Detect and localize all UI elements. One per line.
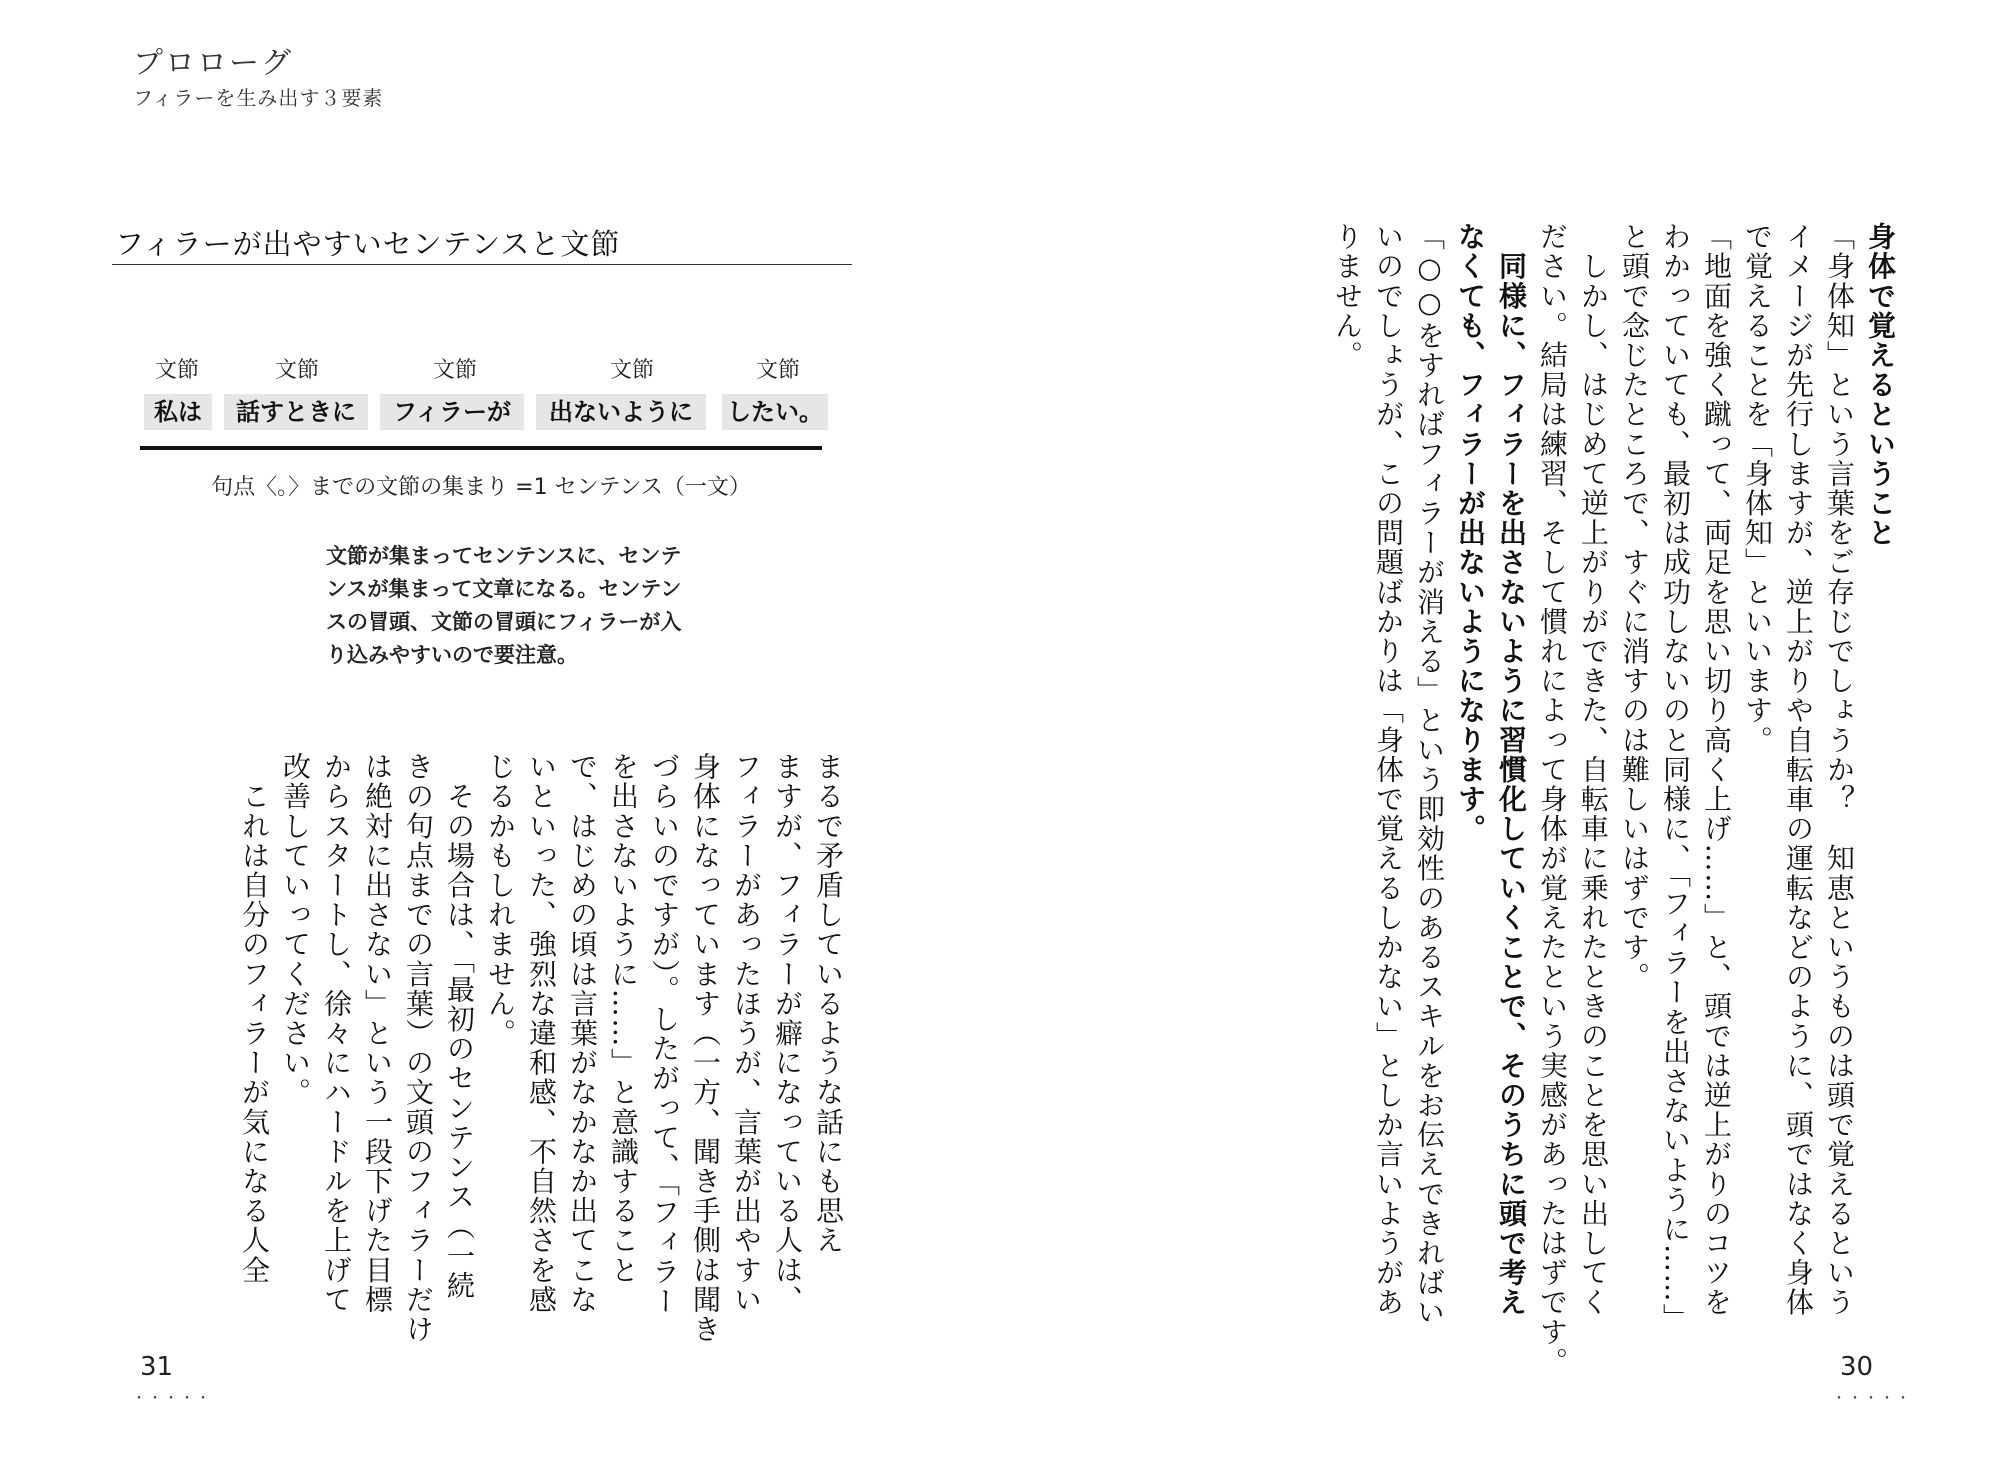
body-line: イメージが先行しますが、逆上がりや自転車の運転などのように、頭ではなく身体 bbox=[1782, 222, 1815, 1318]
body-line: しかし、はじめて逆上がりができた、自転車に乗れたときのことを思い出してく bbox=[1577, 222, 1610, 1318]
body-line: これは自分のフィラーが気になる人全 bbox=[238, 752, 271, 1285]
body-line: ますが、フィラーが癖になっている人は、 bbox=[771, 752, 804, 1315]
bunsetsu-box: したい。 bbox=[722, 394, 828, 430]
body-line: で、はじめの頃は言葉がなかなか出てこな bbox=[566, 752, 599, 1315]
body-line: わかっていても、最初は成功しないのと同様に、「フィラーを出さないように……」 bbox=[1659, 222, 1692, 1333]
body-line: 改善していってください。 bbox=[279, 752, 312, 1108]
page-number-left: 31 bbox=[140, 1352, 174, 1382]
body-line: その場合は、「最初のセンテンス（一続 bbox=[443, 752, 476, 1301]
body-line: づらいのですが）。したがって、「フィラー bbox=[648, 752, 681, 1316]
body-line: 身体になっています（一方、聞き手側は聞き bbox=[689, 752, 722, 1344]
body-line: りません。 bbox=[1331, 222, 1364, 370]
right-body-text bbox=[1000, 0, 2000, 1468]
body-line: まるで矛盾しているような話にも思え bbox=[812, 752, 845, 1256]
bunsetsu-label: 文節 bbox=[432, 358, 477, 383]
body-line: きの句点までの言葉）の文頭のフィラーだけ bbox=[402, 752, 435, 1344]
bunsetsu-label: 文節 bbox=[755, 358, 800, 383]
page-dots-right: ・・・・・ bbox=[1832, 1391, 1912, 1407]
emphasis-line: 同様に、フィラーを出さないように習慣化していくことで、そのうちに頭で考え bbox=[1495, 222, 1528, 1318]
bunsetsu-box: フィラーが bbox=[380, 394, 524, 430]
body-line: 「地面を強く蹴って、両足を思い切り高く上げ……」と、頭では逆上がりのコツを bbox=[1700, 222, 1733, 1318]
page-number-right: 30 bbox=[1840, 1352, 1874, 1382]
section-heading: 身体で覚えるということ bbox=[1864, 222, 1897, 548]
page-dots-left: ・・・・・ bbox=[132, 1391, 212, 1407]
body-line: からスタートし、徐々にハードルを上げて bbox=[320, 752, 353, 1315]
body-line: 「○○をすればフィラーが消える」という即効性のあるスキルをお伝えできればい bbox=[1413, 222, 1446, 1328]
body-line: を出さないように……」と意識すること bbox=[607, 752, 640, 1285]
bunsetsu-box: 話すときに bbox=[224, 394, 368, 430]
diagram-caption: 文節が集まってセンテンスに、センテンスが集まって文章になる。センテンスの冒頭、文節の冒頭にフィラーが入り込みやすいので要注意。 bbox=[326, 544, 682, 667]
body-line: じるかもしれません。 bbox=[484, 752, 517, 1048]
sentence-note: 句点〈。〉までの文節の集まり =1 センテンス（一文） bbox=[211, 475, 751, 500]
bunsetsu-label: 文節 bbox=[609, 358, 654, 383]
body-line: は絶対に出さない」という一段下げた目標 bbox=[361, 752, 394, 1315]
bunsetsu-label: 文節 bbox=[274, 358, 319, 383]
emphasis-line: なくても、フィラーが出ないようになります。 bbox=[1454, 222, 1487, 844]
chapter-subtitle: フィラーを生み出す３要素 bbox=[133, 86, 384, 110]
body-line: 「身体知」という言葉をご存じでしょうか？ 知恵というものは頭で覚えるという bbox=[1823, 222, 1856, 1318]
bunsetsu-box: 出ないように bbox=[536, 394, 706, 430]
bunsetsu-box: 私は bbox=[144, 394, 212, 430]
body-line: フィラーがあったほうが、言葉が出やすい bbox=[730, 752, 763, 1315]
body-line: いのでしょうが、この問題ばかりは「身体で覚えるしかない」としか言いようがあ bbox=[1372, 222, 1405, 1318]
chapter-title: プロローグ bbox=[133, 46, 293, 81]
body-line: ださい。結局は練習、そして慣れによって身体が覚えたという実感があったはずです。 bbox=[1536, 222, 1569, 1377]
body-line: と頭で念じたところで、すぐに消すのは難しいはずです。 bbox=[1618, 222, 1651, 992]
body-line: で覚えることを「身体知」といいます。 bbox=[1741, 222, 1774, 755]
bunsetsu-label: 文節 bbox=[154, 358, 199, 383]
body-line: いといった、強烈な違和感、不自然さを感 bbox=[525, 752, 558, 1315]
diagram-title: フィラーが出やすいセンテンスと文節 bbox=[115, 227, 621, 261]
